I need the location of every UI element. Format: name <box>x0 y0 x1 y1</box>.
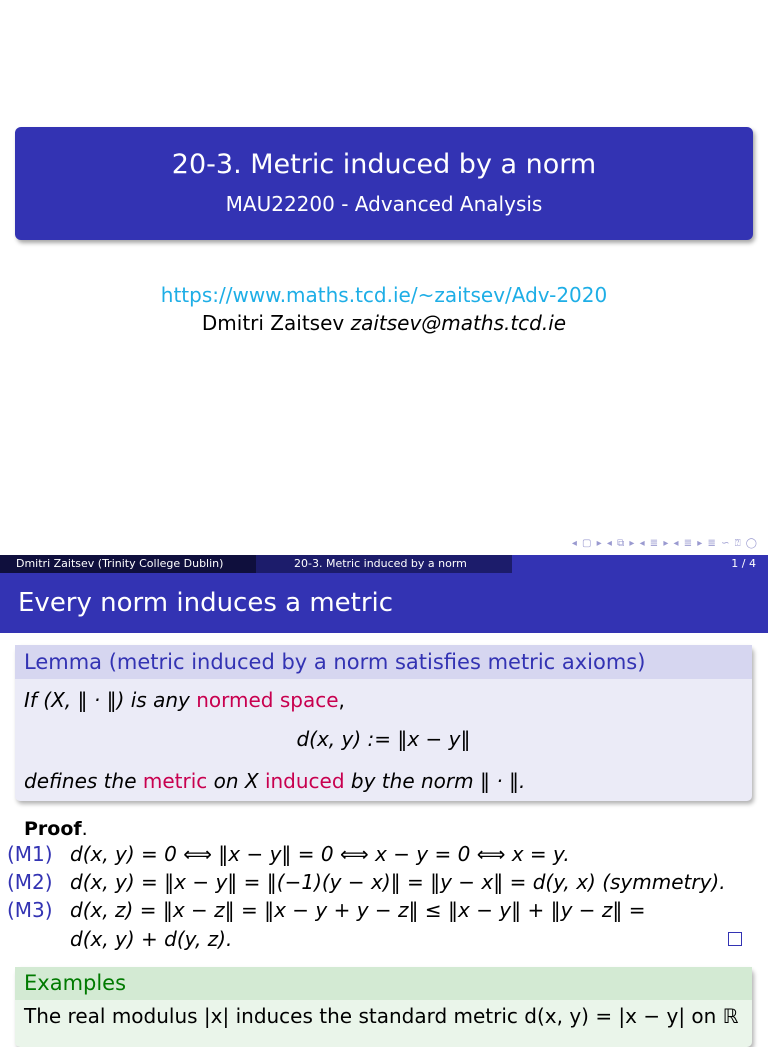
footer-title: 20-3. Metric induced by a norm <box>256 555 512 573</box>
course-subtitle: MAU22200 - Advanced Analysis <box>225 192 543 216</box>
author-email: zaitsev@maths.tcd.ie <box>350 311 567 335</box>
footer-author: Dmitri Zaitsev (Trinity College Dublin) <box>0 555 256 573</box>
frame-title: Every norm induces a metric <box>18 588 394 618</box>
author-name: Dmitri Zaitsev <box>201 311 345 335</box>
item-label: (M3) <box>7 898 53 922</box>
examples-block <box>15 967 752 1047</box>
content-slide <box>0 512 768 1028</box>
term-normed-space: normed space <box>196 688 339 712</box>
lemma-text: defines the <box>24 769 143 793</box>
item-label: (M1) <box>7 842 53 866</box>
lemma-formula: d(x, y) := ‖x − y‖ <box>296 727 471 751</box>
term-metric: metric <box>142 769 208 793</box>
lemma-text: by the norm ‖ · ‖. <box>344 769 526 793</box>
lemma-text: , <box>338 688 345 712</box>
examples-title: Examples <box>15 967 752 1000</box>
proof-item-m2 <box>7 870 726 894</box>
proof-item-m1 <box>7 842 570 866</box>
item-label: (M2) <box>7 870 53 894</box>
course-url-link[interactable]: https://www.maths.tcd.ie/~zaitsev/Adv-2020 <box>160 283 608 307</box>
item-text: d(x, y) = ‖x − y‖ = ‖(−1)(y − x)‖ = ‖y − x‖ = d(y, x) (symmetry). <box>70 870 726 894</box>
title-box <box>15 127 753 240</box>
proof-item-m3 <box>7 898 646 922</box>
beamer-navigation-icons[interactable]: ◂ ▢ ▸ ◂ ⧉ ▸ ◂ ≣ ▸ ◂ ≣ ▸ ≣ ∽ ⍰ ◯ <box>571 538 758 549</box>
lemma-title: Lemma (metric induced by a norm satisfies metric axioms) <box>15 645 752 679</box>
lemma-block <box>15 645 752 801</box>
proof-heading <box>24 818 88 840</box>
lemma-statement-line3 <box>24 769 525 793</box>
slide-footline <box>0 555 768 573</box>
lemma-statement-line1 <box>24 688 345 712</box>
author-line <box>0 311 768 335</box>
item-text: d(x, y) = 0 ⟺ ‖x − y‖ = 0 ⟺ x − y = 0 ⟺ x = y. <box>70 842 570 866</box>
term-induced: induced <box>264 769 345 793</box>
proof-item-m3-continuation: d(x, y) + d(y, z). <box>70 927 233 951</box>
example-1: The real modulus |x| induces the standard metric d(x, y) = |x − y| on ℝ <box>24 1004 739 1028</box>
proof-dot: . <box>81 818 88 840</box>
lemma-text: on X <box>207 769 265 793</box>
frame-title-bar <box>0 573 768 633</box>
item-text: d(x, z) = ‖x − z‖ = ‖x − y + y − z‖ ≤ ‖x − y‖ + ‖y − z‖ = <box>70 898 646 922</box>
footer-page-number: 1 / 4 <box>512 555 768 573</box>
presentation-title: 20-3. Metric induced by a norm <box>171 149 597 180</box>
qed-square-icon <box>728 932 742 946</box>
lemma-text: If (X, ‖ · ‖) is any <box>24 688 197 712</box>
proof-label: Proof <box>24 818 82 840</box>
